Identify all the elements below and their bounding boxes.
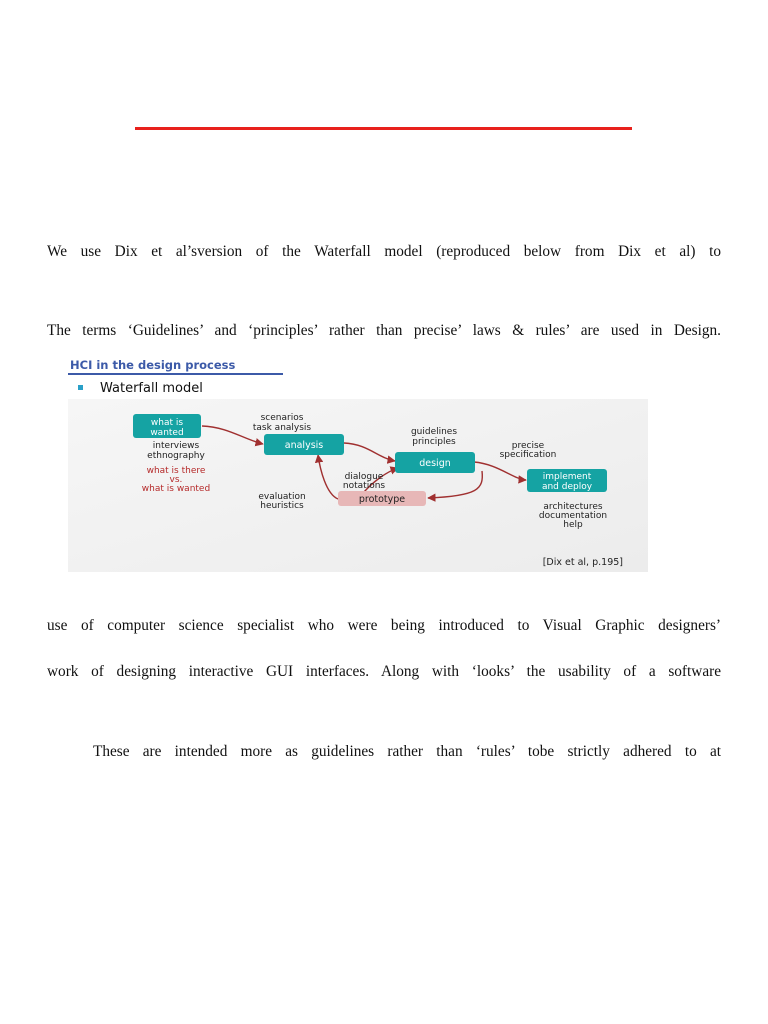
figure-citation: [Dix et al, p.195]: [542, 557, 623, 568]
box-implement-line1: implement: [542, 472, 592, 482]
box-implement-line2: and deploy: [541, 482, 593, 492]
label-precise: precise: [511, 441, 545, 451]
box-what-is-wanted: [133, 414, 201, 438]
label-heuristics: heuristics: [260, 501, 304, 511]
figure-title: HCI in the design process: [70, 358, 236, 372]
label-evaluation: evaluation: [258, 492, 306, 502]
label-specification: specification: [499, 450, 557, 460]
box-wanted-line2: wanted: [150, 428, 184, 438]
box-analysis: [264, 434, 344, 455]
box-design: [395, 452, 475, 473]
label-ethnography: ethnography: [147, 451, 205, 461]
label-architectures: architectures: [543, 502, 603, 512]
box-prototype-label: prototype: [358, 494, 406, 505]
box-wanted-line1: what is: [150, 418, 184, 428]
bullet-square-icon: [78, 385, 83, 390]
paragraph-cs-specialists: use of computer science specialist who were being introduced to Visual Graphic designers’: [47, 617, 721, 634]
box-analysis-label: analysis: [284, 440, 324, 451]
paragraph-gui-interfaces: work of designing interactive GUI interfaces. Along with ‘looks’ the usability of a software: [47, 663, 721, 680]
red-divider-line: [135, 127, 632, 130]
paragraph-intended-guidelines: These are intended more as guidelines rather than ‘rules’ tobe strictly adhered to at: [93, 743, 721, 760]
label-interviews: interviews: [152, 441, 200, 451]
label-what-is-there: what is there: [146, 466, 206, 476]
label-task-analysis: task analysis: [252, 423, 312, 433]
label-vs: vs.: [169, 475, 183, 485]
label-documentation: documentation: [538, 511, 608, 521]
label-scenarios: scenarios: [260, 413, 304, 423]
box-implement-deploy: [527, 469, 607, 492]
waterfall-figure: [68, 354, 648, 572]
label-what-is-wanted: what is wanted: [141, 484, 211, 494]
bullet-waterfall-model: Waterfall model: [100, 381, 203, 396]
label-guidelines: guidelines: [410, 427, 458, 437]
label-dialogue: dialogue: [344, 472, 384, 482]
box-prototype: [338, 491, 426, 506]
paragraph-dix-waterfall: We use Dix et al’sversion of the Waterfall model (reproduced below from Dix et al) to: [47, 243, 721, 260]
paragraph-guidelines-terms: The terms ‘Guidelines’ and ‘principles’ rather than precise’ laws & rules’ are used in Design.: [47, 322, 721, 339]
label-principles: principles: [412, 437, 456, 447]
label-help: help: [563, 520, 583, 530]
label-notations: notations: [342, 481, 386, 491]
box-design-label: design: [419, 458, 451, 469]
